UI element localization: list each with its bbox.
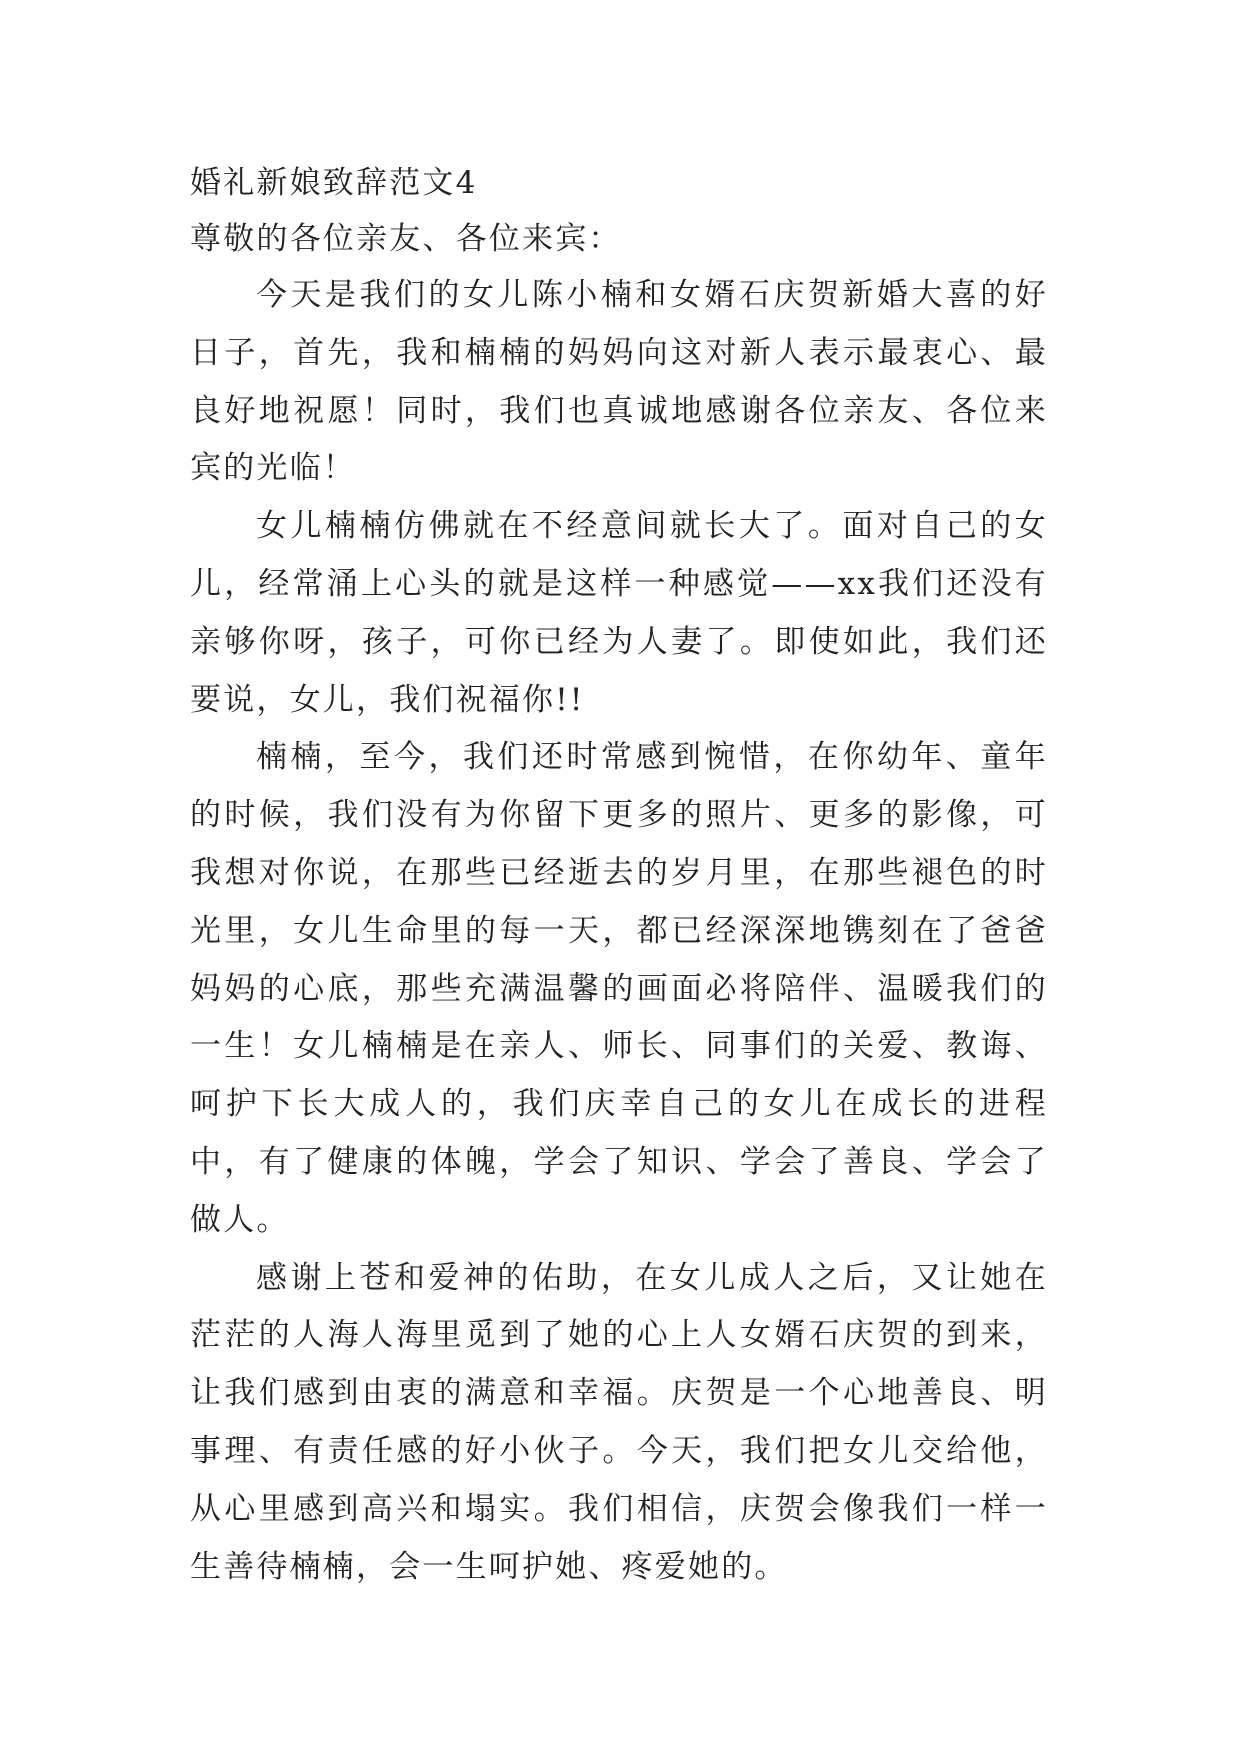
paragraph-2: 女儿楠楠仿佛就在不经意间就长大了。面对自己的女儿，经常涌上心头的就是这样一种感觉——xx我们还没有亲够你呀，孩子，可你已经为人妻了。即使如此，我们还要说，女儿，我们祝福你!!	[190, 508, 1048, 718]
paragraph-1: 今天是我们的女儿陈小楠和女婿石庆贺新婚大喜的好日子，首先，我和楠楠的妈妈向这对新人表示最衷心、最良好地祝愿！同时，我们也真诚地感谢各位亲友、各位来宾的光临！	[190, 277, 1048, 487]
salutation: 尊敬的各位亲友、各位来宾：	[190, 221, 622, 257]
document-body	[190, 155, 1048, 1596]
paragraph-3: 楠楠，至今，我们还时常感到惋惜，在你幼年、童年的时候，我们没有为你留下更多的照片、更多的影像，可我想对你说，在那些已经逝去的岁月里，在那些褪色的时光里，女儿生命里的每一天，都已经深深地镌刻在了爸爸妈妈的心底，那些充满温馨的画面必将陪伴、温暖我们的一生！女儿楠楠是在亲人、师长、同事们的关爱、教诲、呵护下长大成人的，我们庆幸自己的女儿在成长的进程中，有了健康的体魄，学会了知识、学会了善良、学会了做人。	[190, 739, 1048, 1238]
paragraph-4: 感谢上苍和爱神的佑助，在女儿成人之后，又让她在茫茫的人海人海里觅到了她的心上人女婿石庆贺的到来，让我们感到由衷的满意和幸福。庆贺是一个心地善良、明事理、有责任感的好小伙子。今天，我们把女儿交给他，从心里感到高兴和塌实。我们相信，庆贺会像我们一样一生善待楠楠，会一生呵护她、疼爱她的。	[190, 1259, 1048, 1585]
document-title: 婚礼新娘致辞范文4	[190, 165, 478, 201]
